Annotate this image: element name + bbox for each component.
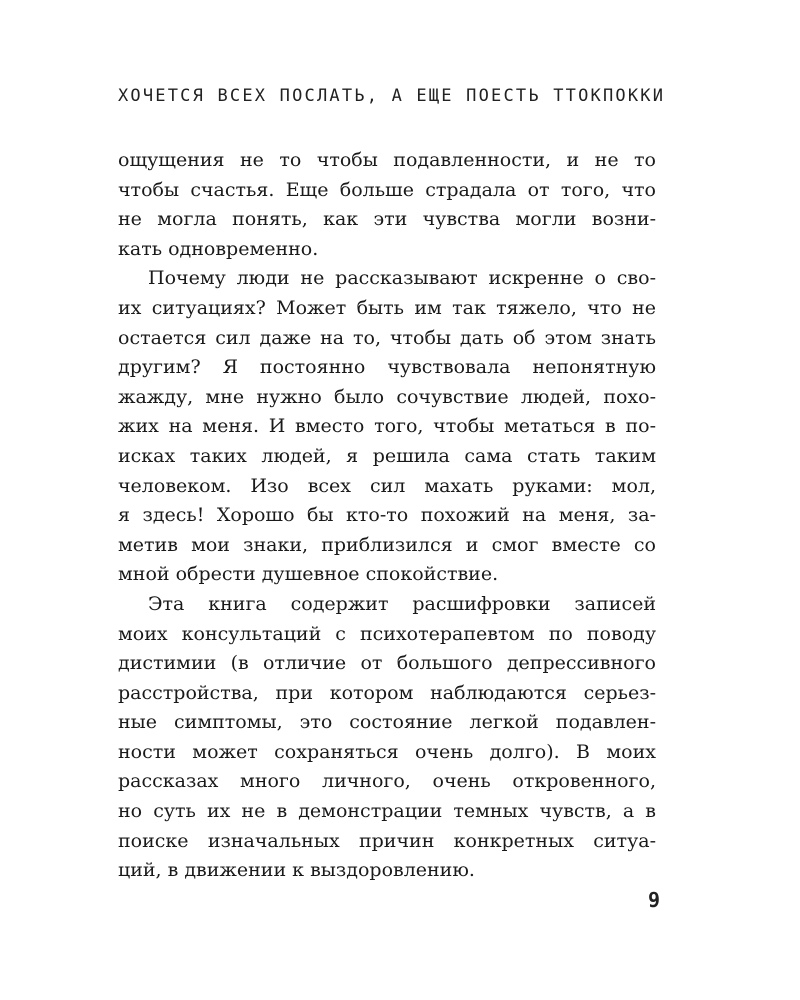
page-number: 9 bbox=[647, 888, 660, 912]
text-line: поиске изначальных причин конкретных ситуа- bbox=[118, 829, 656, 852]
running-header: ХОЧЕТСЯ ВСЕХ ПОСЛАТЬ, А ЕЩЕ ПОЕСТЬ ТТОКПОККИ bbox=[118, 86, 666, 106]
text-line: кать одновременно. bbox=[118, 237, 319, 260]
text-line: жажду, мне нужно было сочувствие людей, похо- bbox=[118, 385, 656, 408]
text-line: расстройства, при котором наблюдаются серьез- bbox=[118, 681, 656, 704]
text-line: другим? Я постоянно чувствовала непонятную bbox=[118, 356, 656, 379]
text-line: Эта книга содержит расшифровки записей bbox=[148, 592, 656, 615]
text-line: рассказах много личного, очень откровенного, bbox=[118, 770, 656, 793]
text-line: мной обрести душевное спокойствие. bbox=[118, 563, 499, 586]
text-line: чтобы счастья. Еще больше страдала от того, что bbox=[118, 178, 656, 201]
text-line: остается сил даже на то, чтобы дать об этом знать bbox=[118, 326, 656, 349]
text-line: не могла понять, как эти чувства могли возни- bbox=[118, 208, 656, 231]
text-line: жих на меня. И вместо того, чтобы метаться в по- bbox=[118, 415, 656, 438]
text-line: моих консультаций с психотерапевтом по поводу bbox=[118, 622, 656, 645]
body-text bbox=[118, 146, 656, 886]
text-line: ций, в движении к выздоровлению. bbox=[118, 859, 475, 882]
text-line: я здесь! Хорошо бы кто-то похожий на меня, за- bbox=[118, 504, 656, 527]
text-line: их ситуациях? Может быть им так тяжело, что не bbox=[118, 296, 656, 319]
text-line: ные симптомы, это состояние легкой подавлен- bbox=[118, 711, 656, 734]
text-line: ощущения не то чтобы подавленности, и не то bbox=[118, 149, 656, 171]
text-line: исках таких людей, я решила сама стать таким bbox=[118, 444, 656, 467]
text-line: дистимии (в отличие от большого депрессивного bbox=[118, 652, 656, 675]
text-line: Почему люди не рассказывают искренне о сво- bbox=[148, 267, 656, 290]
text-line: человеком. Изо всех сил махать руками: мол, bbox=[118, 474, 656, 497]
text-line: но суть их не в демонстрации темных чувств, а в bbox=[118, 800, 656, 823]
text-line: метив мои знаки, приблизился и смог вместе со bbox=[118, 533, 656, 556]
text-line: ности может сохраняться очень долго). В моих bbox=[118, 740, 656, 763]
